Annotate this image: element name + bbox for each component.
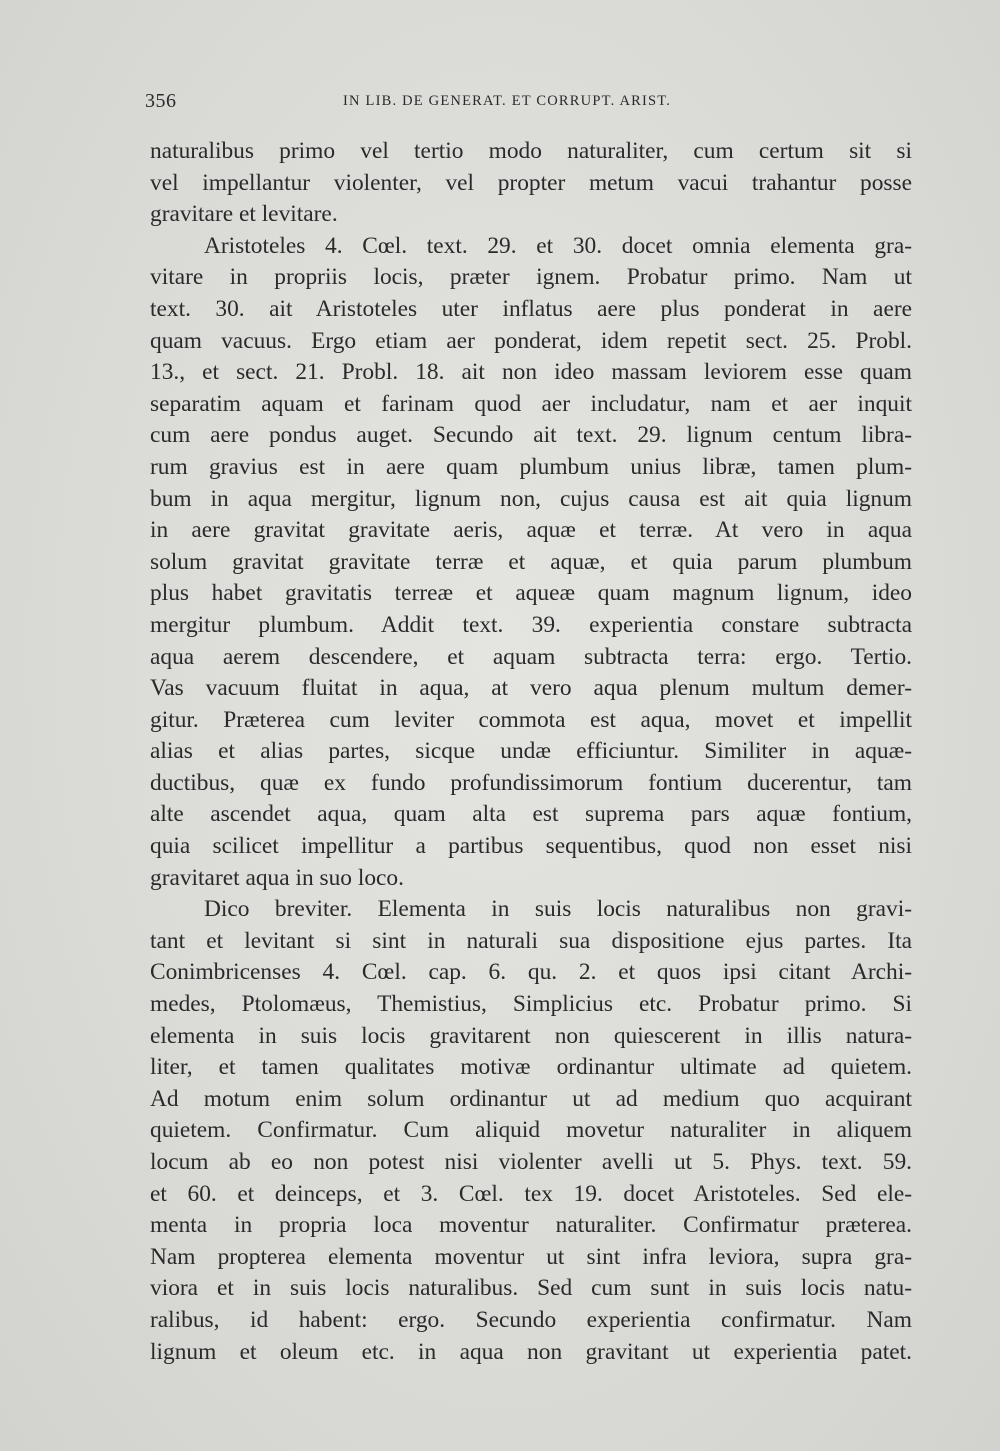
text-line: viora et in suis locis naturalibus. Sed cum sunt in suis locis natu- <box>150 1275 912 1302</box>
text-line: text. 30. ait Aristoteles uter inflatus aere plus ponderat in aere <box>150 295 912 322</box>
text-line: separatim aquam et farinam quod aer includatur, nam et aer inquit <box>150 390 912 417</box>
text-line: in aere gravitat gravitate aeris, aquæ et terræ. At vero in aqua <box>150 517 912 544</box>
text-line: menta in propria loca moventur naturaliter. Confirmatur præterea. <box>150 1212 912 1239</box>
text-line: Aristoteles 4. Cœl. text. 29. et 30. docet omnia elementa gra- <box>204 232 912 259</box>
text-line: quam vacuus. Ergo etiam aer ponderat, idem repetit sect. 25. Probl. <box>150 327 912 354</box>
text-line: gitur. Præterea cum leviter commota est aqua, movet et impellit <box>150 706 912 733</box>
text-line: elementa in suis locis gravitarent non quiescerent in illis natura- <box>150 1022 912 1049</box>
running-head: IN LIB. DE GENERAT. ET CORRUPT. ARIST. <box>343 93 672 109</box>
text-line: rum gravius est in aere quam plumbum unius libræ, tamen plum- <box>150 453 912 480</box>
text-line: et 60. et deinceps, et 3. Cœl. tex 19. docet Aristoteles. Sed ele- <box>150 1180 912 1207</box>
page-number: 356 <box>145 90 177 112</box>
text-line: solum gravitat gravitate terræ et aquæ, et quia parum plumbum <box>150 548 912 575</box>
text-line: Ad motum enim solum ordinantur ut ad medium quo acquirant <box>150 1085 912 1112</box>
text-line: ductibus, quæ ex fundo profundissimorum fontium ducerentur, tam <box>150 769 912 796</box>
text-line: vitare in propriis locis, præter ignem. Probatur primo. Nam ut <box>150 264 912 291</box>
page-header <box>145 90 915 114</box>
text-line: mergitur plumbum. Addit text. 39. experientia constare subtracta <box>150 611 912 638</box>
text-line: Dico breviter. Elementa in suis locis naturalibus non gravi- <box>204 896 912 923</box>
text-line: liter, et tamen qualitates motivæ ordinantur ultimate ad quietem. <box>150 1054 912 1081</box>
text-line: vel impellantur violenter, vel propter metum vacui trahantur posse <box>150 169 912 196</box>
text-line: Conimbricenses 4. Cœl. cap. 6. qu. 2. et quos ipsi citant Archi- <box>150 959 912 986</box>
text-line: gravitare et levitare. <box>150 201 338 228</box>
text-line: lignum et oleum etc. in aqua non gravitant ut experientia patet. <box>150 1338 912 1365</box>
text-line: quietem. Confirmatur. Cum aliquid movetur naturaliter in aliquem <box>150 1117 912 1144</box>
text-line: tant et levitant si sint in naturali sua dispositione ejus partes. Ita <box>150 927 912 954</box>
text-line: aqua aerem descendere, et aquam subtracta terra: ergo. Tertio. <box>150 643 912 670</box>
text-line: alte ascendet aqua, quam alta est suprema pars aquæ fontium, <box>150 801 912 828</box>
text-line: medes, Ptolomæus, Themistius, Simplicius etc. Probatur primo. Si <box>150 991 912 1018</box>
text-line: 13., et sect. 21. Probl. 18. ait non ideo massam leviorem esse quam <box>150 359 912 386</box>
text-line: Vas vacuum fluitat in aqua, at vero aqua plenum multum demer- <box>150 675 912 702</box>
text-line: gravitaret aqua in suo loco. <box>150 864 404 891</box>
text-line: Nam propterea elementa moventur ut sint infra leviora, supra gra- <box>150 1243 912 1270</box>
text-line: quia scilicet impellitur a partibus sequentibus, quod non esset nisi <box>150 833 912 860</box>
text-line: cum aere pondus auget. Secundo ait text. 29. lignum centum libra- <box>150 422 912 449</box>
text-line: naturalibus primo vel tertio modo naturaliter, cum certum sit si <box>150 138 912 164</box>
text-line: alias et alias partes, sicque undæ efficiuntur. Similiter in aquæ- <box>150 738 912 765</box>
text-line: plus habet gravitatis terreæ et aqueæ quam magnum lignum, ideo <box>150 580 912 607</box>
text-line: bum in aqua mergitur, lignum non, cujus causa est ait quia lignum <box>150 485 912 512</box>
body-text <box>150 136 912 1368</box>
text-line: locum ab eo non potest nisi violenter avelli ut 5. Phys. text. 59. <box>150 1149 912 1175</box>
text-line: ralibus, id habent: ergo. Secundo experientia confirmatur. Nam <box>150 1306 912 1333</box>
